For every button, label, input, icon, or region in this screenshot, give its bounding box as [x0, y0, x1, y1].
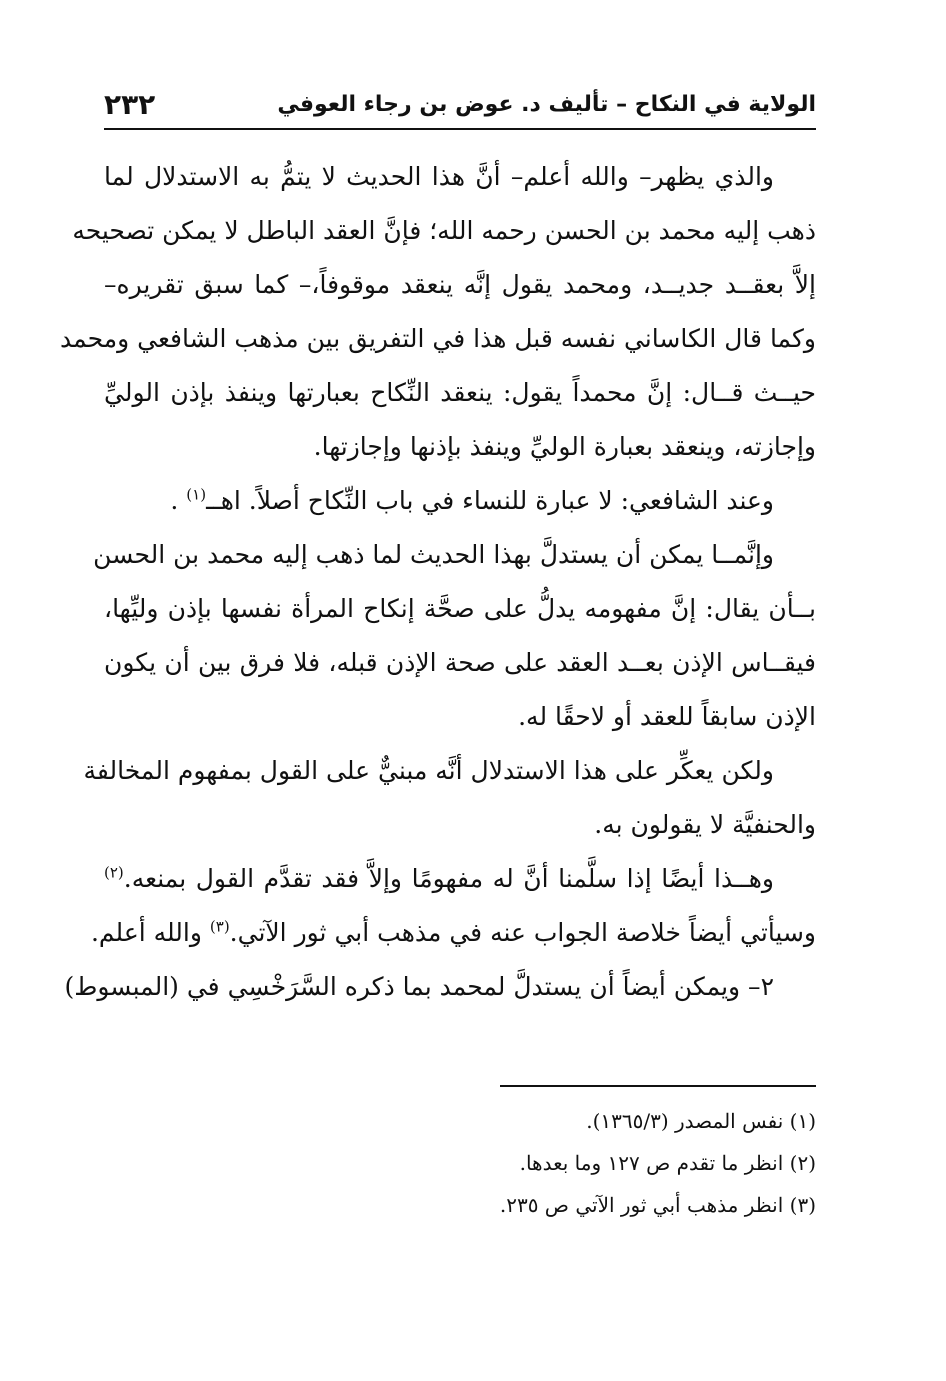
- text-line: إلاَّ بعقــد جديــد، ومحمد يقول إنَّه ينعقد موقوفاً،– كما سبق تقريره–: [104, 270, 816, 299]
- running-header: [104, 88, 816, 130]
- footnote-ref-2: (٢): [104, 863, 124, 882]
- text-line: بــأن يقال: إنَّ مفهومه يدلُّ على صحَّة إنكاح المرأة نفسها بإذن وليِّها،: [104, 594, 816, 623]
- footnote-item: (٢) انظر ما تقدم ص ١٢٧ وما بعدها.: [519, 1151, 816, 1175]
- text-line: والحنفيَّة لا يقولون به.: [594, 810, 816, 839]
- text-segment: .: [170, 486, 187, 515]
- footnote-separator: [500, 1085, 816, 1087]
- text-line: [104, 474, 816, 528]
- text-line: [90, 906, 816, 960]
- header-title: الولاية في النكاح – تأليف د. عوض بن رجاء العوفي: [277, 92, 816, 117]
- text-segment: وسيأتي أيضاً خلاصة الجواب عنه في مذهب أبي ثور الآتي.: [229, 918, 816, 947]
- text-line: والذي يظهر– والله أعلم– أنَّ هذا الحديث لا يتمُّ به الاستدلال لما: [104, 162, 774, 191]
- footnote-ref-3: (٣): [209, 917, 230, 936]
- text-line: وكما قال الكاساني نفسه قبل هذا في التفريق بين مذهب الشافعي ومحمد: [60, 324, 816, 353]
- text-line: الإذن سابقاً للعقد أو لاحقًا له.: [518, 702, 816, 731]
- text-line: فيقــاس الإذن بعــد العقد على صحة الإذن قبله، فلا فرق بين أن يكون: [104, 648, 816, 677]
- main-text: [60, 150, 816, 1014]
- footnote-ref-1: (١): [186, 485, 207, 504]
- text-line: ذهب إليه محمد بن الحسن رحمه الله؛ فإنَّ العقد الباطل لا يمكن تصحيحه: [72, 216, 816, 245]
- footnote-item: (١) نفس المصدر (١٣٦٥/٣).: [586, 1109, 816, 1133]
- text-line: ولكن يعكِّر على هذا الاستدلال أنَّه مبنيٌّ على القول بمفهوم المخالفة: [83, 756, 774, 785]
- text-line: وإجازته، وينعقد بعبارة الوليِّ وينفذ بإذنها وإجازتها.: [313, 432, 816, 461]
- text-line: [104, 852, 816, 906]
- text-segment: وهــذا أيضًا إذا سلَّمنا أنَّ له مفهومًا وإلاَّ فقد تقدَّم القول بمنعه.: [123, 864, 774, 893]
- text-segment: وعند الشافعي: لا عبارة للنساء في باب النِّكاح أصلاً. اهــ: [206, 486, 774, 515]
- text-segment: والله أعلم.: [90, 918, 210, 947]
- footnote-item: (٣) انظر مذهب أبي ثور الآتي ص ٢٣٥.: [499, 1193, 816, 1217]
- text-line: حيــث قــال: إنَّ محمداً يقول: ينعقد النِّكاح بعبارتها وينفذ بإذن الوليِّ: [104, 378, 816, 407]
- text-line: وإنَّمــا يمكن أن يستدلَّ بهذا الحديث لما ذهب إليه محمد بن الحسن: [93, 540, 774, 569]
- text-line: ٢– ويمكن أيضاً أن يستدلَّ لمحمد بما ذكره السَّرَخْسِي في (المبسوط): [64, 972, 774, 1001]
- footnotes: [104, 1100, 816, 1226]
- page-number: ٢٣٢: [104, 88, 156, 121]
